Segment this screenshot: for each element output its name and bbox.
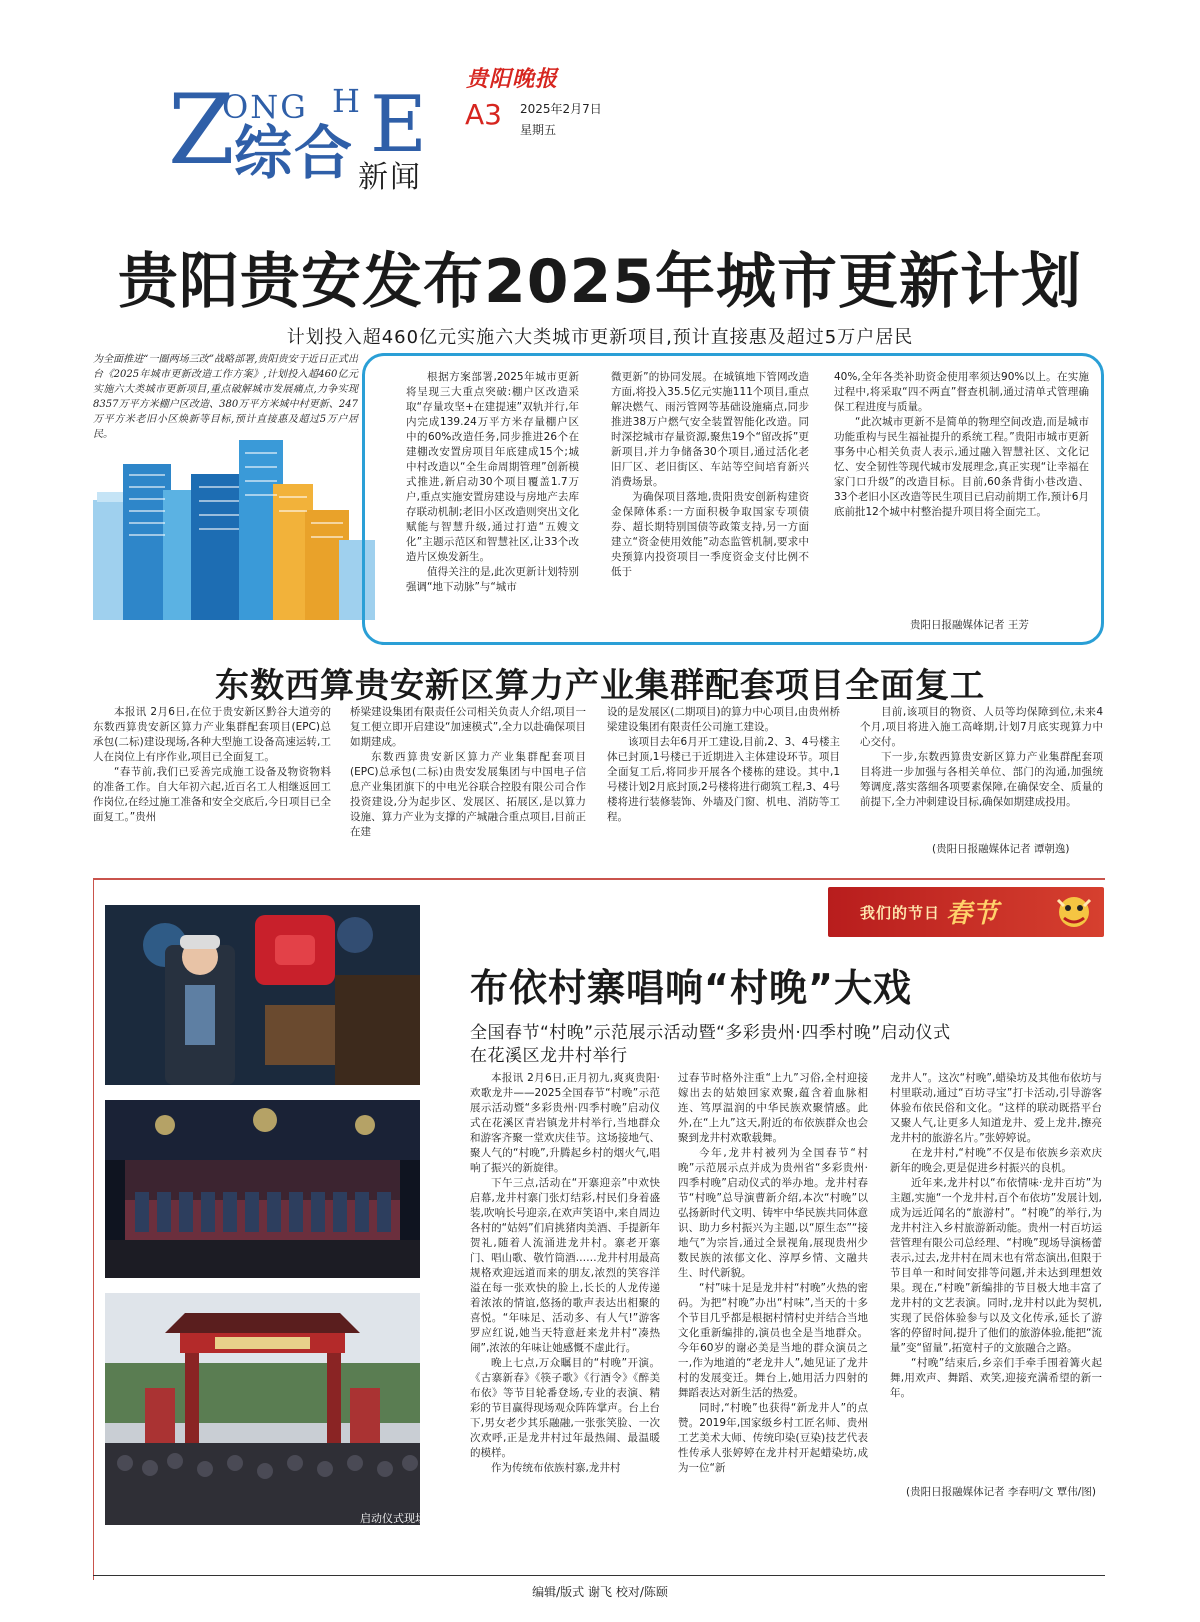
section-logo-ong: ONG [222,88,308,126]
story3-byline: (贵阳日报融媒体记者 李春明/文 覃伟/图) [906,1486,1096,1498]
story3-paragraph: 同时,“村晚”也获得“新龙井人”的点赞。2019年,国家级乡村工匠名师、贵州工艺美术大师、传统印染(豆染)技艺代表性传承人张婷婷在龙井村开起蜡染坊,成为一位“新 [678,1402,868,1474]
lion-dance-icon [1050,890,1098,932]
section-name: 综合 [234,119,355,187]
story1-lead: 为全面推进“一圈两场三改”战略部署,贵阳贵安于近日正式出台《2025年城市更新改造工作方案》,计划投入超460亿元实施六大类城市更新项目,重点破解城市发展痛点,力争实现8357万平方米棚户区改造、380万平方米城中村更新、247万平方米老旧小区焕新等目标,预计直接惠及超过5万户居民。 [93,354,358,440]
story3-paragraph: 过春节时格外注重“上九”习俗,全村迎接嫁出去的姑娘回家欢聚,蕴含着血脉相连、笃厚温润的中华民族欢聚情感。此外,在“上九”这天,附近的布依族群众也会聚到龙井村欢歌载舞。 [678,1072,868,1144]
section-news-label: 新闻 [358,160,422,195]
main-headline: 贵阳贵安发布2025年城市更新计划 [118,247,1082,317]
story2-paragraph: 桥梁建设集团有限责任公司相关负责人介绍,项目一复工便立即开启建设“加速模式”,全力以赴确保项目如期建成。 [350,706,586,748]
publication-date: 2025年2月7日 [520,102,602,116]
city-buildings-illustration [93,440,383,620]
story2-paragraph: 本报讯 2月6日,在位于贵安新区黔谷大道旁的东数西算贵安新区算力产业集群配套项目(EPC)总承包(二标)建设现场,各种大型施工设备高速运转,工人在岗位上有序作业,项目已全面复工。 [93,706,331,763]
story2-column-4 [860,705,1103,837]
story3-subhead-line-1: 全国春节“村晚”示范展示活动暨“多彩贵州·四季村晚”启动仪式 [470,1023,951,1043]
main-subheadline: 计划投入超460亿元实施六大类城市更新项目,预计直接惠及超过5万户居民 [286,327,914,348]
village-gate-photo [105,1293,420,1525]
section-logo-h: H [332,82,360,120]
story3-column-3 [890,1071,1102,1481]
story2-paragraph: 下一步,东数西算贵安新区算力产业集群配套项目将进一步加强与各相关单位、部门的沟通,加强统筹调度,落实落细各项要素保障,在确保安全、质量的前提下,全力冲刺建设目标,确保如期建成投用。 [860,751,1103,808]
story3-subhead-line-2: 在花溪区龙井村举行 [470,1046,628,1066]
story2-paragraph: 设的是发展区(二期项目)的算力中心项目,由贵州桥梁建设集团有限责任公司施工建设。 [607,706,840,733]
story2-byline: (贵阳日报融媒体记者 谭朝逸) [932,843,1070,855]
story3-column-2 [678,1071,868,1539]
story3-paragraph: “村”味十足是龙井村“村晚”火热的密码。为把“村晚”办出“村味”,当天的十多个节目几乎都是根据村情村史并结合当地文化重新编排的,演员也全是当地群众。今年60岁的谢必美是当地的群众演员之一,作为地道的“老龙井人”,她见证了龙井村的发展变迁。舞台上,她用活力四射的舞蹈表达对新生活的热爱。 [678,1282,868,1399]
story2-paragraph: 目前,该项目的物资、人员等均保障到位,未来4个月,项目将进入施工高峰期,计划7月底实现算力中心交付。 [860,706,1103,748]
newspaper-logo: 贵阳晚报 [466,66,559,92]
festival-banner-title: 春节 [946,899,999,929]
page-footer-credits: 编辑/版式 谢飞 校对/陈颐 [532,1585,668,1599]
story1-column-3 [834,370,1089,615]
performer-photo [105,905,420,1085]
publication-weekday: 星期五 [520,123,557,137]
story3-paragraph: 近年来,龙井村以“布依情味·龙井百坊”为主题,实施“一个龙井村,百个布依坊”发展计划,成为远近闻名的“旅游村”。“村晚”的举行,为龙井村注入乡村旅游新动能。贵州一村百坊运营管理有限公司总经理、“村晚”现场导演杨蕾表示,过去,龙井村在周末也有常态演出,但限于节目单一和时间安排等问题,并未达到理想效果。现在,“村晚”新编排的节目极大地丰富了龙井村的文艺表演。同时,龙井村以此为契机,实现了民俗体验参与以及文化传承,延长了游客的停留时间,提升了他们的旅游体验,能把“流量”变“留量”,拓宽村子的文旅融合之路。 [890,1177,1102,1354]
story3-paragraph: 在龙井村,“村晚”不仅是布依族乡亲欢庆新年的晚会,更是促进乡村振兴的良机。 [890,1147,1102,1174]
section-divider [93,878,1105,880]
story1-paragraph: 微更新”的协同发展。在城镇地下管网改造方面,将投入35.5亿元实施111个项目,重点解决燃气、雨污管网等基础设施痛点,同步推进38万户燃气安全装置智能化改造。同时深挖城市存量资源,聚焦19个“留改拆”更新项目,并力争储备30个项目,通过活化老旧厂区、老旧街区、车站等空间培育新兴消费场景。 [611,371,809,488]
story3-paragraph: 本报讯 2月6日,正月初九,爽爽贵阳·欢歌龙井——2025全国春节“村晚”示范展示活动暨“多彩贵州·四季村晚”启动仪式在花溪区青岩镇龙井村举行,当地群众和游客齐聚一堂欢庆佳节。这场接地气、聚人气的“村晚”,升腾起乡村的烟火气,唱响了振兴的新旋律。 [470,1072,660,1174]
section-vertical-rule [93,880,94,1580]
festival-banner-label: 我们的节日 [860,904,941,922]
story1-paragraph: 40%,全年各类补助资金使用率须达90%以上。在实施过程中,将采取“四不两直”督查机制,通过清单式管理确保工程进度与质量。 [834,371,1089,413]
story2-paragraph: 东数西算贵安新区算力产业集群配套项目(EPC)总承包(二标)由贵安发展集团与中国电子信息产业集团旗下的中电光谷联合控股有限公司合作投资建设,分为起步区、发展区、拓展区,是以算力设施、算力产业为支撑的产城融合重点项目,目前正在建 [350,751,586,838]
story1-paragraph: 为确保项目落地,贵阳贵安创新构建资金保障体系:一方面积极争取国家专项债券、超长期特别国债等政策支持,另一方面建立“资金使用效能”动态监管机制,要求中央预算内投资项目一季度资金支付比例不低于 [611,491,809,578]
story1-byline: 贵阳日报融媒体记者 王芳 [910,619,1029,631]
story2-paragraph: 该项目去年6月开工建设,目前,2、3、4号楼主体已封顶,1号楼已于近期进入主体建设环节。项目全面复工后,将同步开展各个楼栋的建设。其中,1号楼计划2月底封顶,2号楼将进行砌筑工程,3、4号楼将进行装修装饰、外墙及门窗、机电、消防等工程。 [607,736,840,823]
page-number: A3 [465,98,502,131]
story3-headline: 布依村寨唱响“村晚”大戏 [470,966,912,1010]
story1-paragraph: 值得关注的是,此次更新计划特别强调“地下动脉”与“城市 [406,566,579,593]
story3-paragraph: 晚上七点,万众瞩目的“村晚”开演。《古寨新春》《筷子歌》《行酒令》《醉美布依》等节目轮番登场,专业的表演、精彩的节目赢得现场观众阵阵掌声。台上台下,男女老少其乐融融,一张张笑脸、一次次欢呼,正是龙井村过年最热闹、最温暖的模样。 [470,1357,660,1459]
story3-paragraph: 今年,龙井村被列为全国春节“村晚”示范展示点并成为贵州省“多彩贵州·四季村晚”启动仪式的举办地。龙井村春节“村晚”总导演曹新介绍,本次“村晚”以弘扬新时代文明、铸牢中华民族共同体意识、助力乡村振兴为主题,以“原生态”“接地气”为宗旨,通过全景视角,展现贵州少数民族的浓郁文化、淳厚乡情、文融共生、时代新貌。 [678,1147,868,1279]
footer-rule [93,1575,1105,1576]
stage-performance-photo [105,1100,420,1278]
story2-column-3 [607,705,840,855]
story2-column-2 [350,705,586,855]
story3-paragraph: “村晚”结束后,乡亲们手牵手围着篝火起舞,用欢声、舞蹈、欢笑,迎接充满希望的新一年。 [890,1357,1102,1399]
story1-column-1 [406,370,579,632]
story3-paragraph: 龙井人”。这次“村晚”,蜡染坊及其他布依坊与村里联动,通过“百坊寻宝”打卡活动,引导游客体验布依民俗和文化。“这样的联动既搭平台又聚人气,让更多人知道龙井、爱上龙井,擦亮龙井村的旅游名片。”张婷婷说。 [890,1072,1102,1144]
photo-caption: 启动仪式现场 [360,1512,426,1525]
story1-paragraph: “此次城市更新不是简单的物理空间改造,而是城市功能重构与民生福祉提升的系统工程。”贵阳市城市更新事务中心相关负责人表示,通过融入智慧社区、文化记忆、安全韧性等现代城市发展理念,真正实现“让幸福在家门口升级”的改造目标。目前,60条背街小巷改造、33个老旧小区改造等民生项目已启动前期工作,预计6月底前批12个城中村整治提升项目将全面完工。 [834,416,1089,518]
story2-paragraph: “春节前,我们已妥善完成施工设备及物资物料的准备工作。自大年初六起,近百名工人相继返回工作岗位,在经过施工准备和安全交底后,今日项目已全面复工。”贵州 [93,766,331,823]
story3-paragraph: 作为传统布依族村寨,龙井村 [491,1462,621,1474]
story3-paragraph: 下午三点,活动在“开寨迎亲”中欢快启幕,龙井村寨门张灯结彩,村民们身着盛装,吹响长号迎亲,在欢声笑语中,来自周边各村的“姑妈”们肩挑猪肉美酒、手提新年贺礼,随着人流涌进龙井村。寨老开寨门、唱山歌、敬竹筒酒……龙井村用最高规格欢迎远道而来的朋友,浓烈的笑容洋溢在每一张欢快的脸上,长长的人龙传递着浓浓的情谊,悠扬的歌声表达出相聚的喜悦。“年味足、活动多、有人气!”游客罗应红说,她当天特意赶来龙井村“凑热闹”,浓浓的年味让她感慨不虚此行。 [470,1177,660,1354]
story3-column-1 [470,1071,660,1539]
story2-headline: 东数西算贵安新区算力产业集群配套项目全面复工 [215,666,985,706]
section-logo-e: E [370,80,427,170]
story1-column-2 [611,370,809,632]
section-logo-z: Z [168,74,235,186]
story2-column-1 [93,705,331,855]
story1-paragraph: 根据方案部署,2025年城市更新将呈现三大重点突破:棚户区改造采取“存量攻坚+在建提速”双轨并行,年内完成139.24万平方米存量棚户区中的60%改造任务,同步推进26个在建棚改安置房项目年底建成15个;城中村改造以“全生命周期管理”创新模式推进,新启动30个项目覆盖1.7万户,重点实施安置房建设与房地产去库存联动机制;老旧小区改造则突出文化赋能与智慧升级,通过打造“五嫂文化”主题示范区和智慧社区,让33个改造片区焕发新生。 [406,371,579,563]
